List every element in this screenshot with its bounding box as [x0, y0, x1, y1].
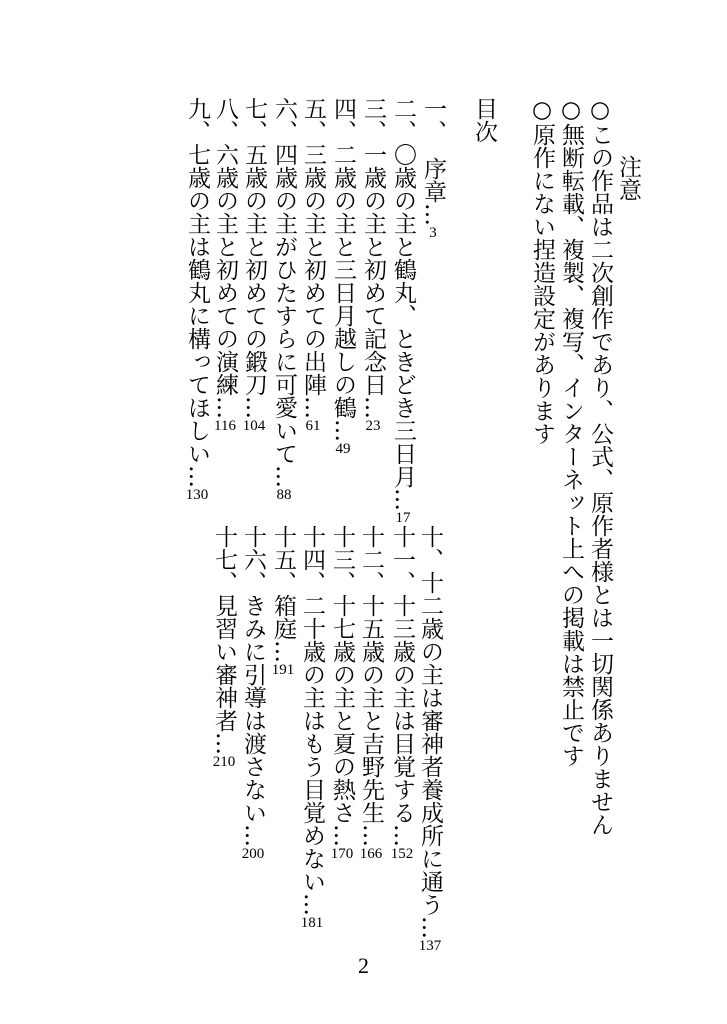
toc-entry [331, 97, 354, 457]
toc-entry-page: 170 [330, 846, 354, 862]
toc-entry-number: 八、 [212, 97, 238, 143]
toc-entry-number: 六、 [271, 97, 297, 143]
toc-entry [271, 525, 294, 678]
toc-entry-title: 十五歳の主と吉野先生… [358, 594, 384, 847]
toc-entry-page: 88 [276, 487, 292, 503]
toc-entry [421, 97, 444, 241]
toc-entry [300, 525, 323, 931]
notice-line-3: ○原作にない捏造設定があります [529, 97, 555, 445]
toc-entry-title: 三歳の主と初めての出陣… [300, 143, 326, 419]
toc-entry-number: 四、 [330, 97, 356, 143]
toc-entry-number: 二、 [390, 97, 416, 143]
toc-entry-title: 十二歳の主は審神者養成所に通う… [417, 571, 443, 939]
toc-entry-page: 191 [271, 662, 295, 678]
toc-entry-number: 十七、 [211, 525, 237, 594]
toc-entry-page: 210 [212, 754, 236, 770]
toc-entry [242, 97, 265, 434]
toc-entry-number: 一、 [420, 97, 446, 143]
toc-entry-title: 箱庭… [270, 594, 296, 663]
toc-entry-title: 六歳の主と初めての演練… [212, 143, 238, 419]
toc-entry-page: 104 [242, 418, 266, 434]
toc-entry-title: 見習い審神者… [211, 594, 237, 755]
toc-entry-page: 61 [305, 418, 321, 434]
toc-entry [301, 97, 324, 434]
notice-line-2: ○無断転載、複製、複写、インターネット上への掲載は禁止です [558, 97, 584, 767]
toc-entry-number: 十四、 [299, 525, 325, 594]
toc-entry-title: 序章… [420, 157, 446, 226]
toc-entry-number: 七、 [241, 97, 267, 143]
toc-entry-page: 3 [429, 225, 437, 241]
toc-title: 目次 [471, 97, 497, 143]
notice-title: 注意 [615, 155, 641, 201]
toc-entry-page: 17 [395, 510, 411, 526]
toc-entry [418, 525, 441, 954]
toc-entry-page: 137 [418, 938, 442, 954]
toc-entry-title: 二十歳の主はもう目覚めない… [299, 594, 325, 916]
toc-entry-number: 十二、 [358, 525, 384, 594]
toc-entry-page: 166 [359, 846, 383, 862]
notice-line-1: ○この作品は二次創作であり、公式、原作者様とは一切関係ありません [587, 97, 613, 836]
toc-entry-number: 十五、 [270, 525, 296, 594]
toc-entry [361, 97, 384, 434]
toc-entry [391, 97, 414, 526]
toc-entry-title: 四歳の主がひたすらに可愛いて… [271, 143, 297, 488]
page-number: 2 [358, 953, 369, 978]
toc-entry-title: 一歳の主と初めて記念日… [360, 143, 386, 419]
toc-entry-title: 〇歳の主と鶴丸、ときどき三日月… [390, 143, 416, 511]
toc-entry-page: 23 [365, 418, 381, 434]
toc-entry [241, 525, 264, 862]
toc-entry-title: 二歳の主と三日月越しの鶴… [330, 143, 356, 442]
toc-entry-page: 152 [390, 846, 414, 862]
toc-entry-title: 十三歳の主は目覚する… [389, 594, 415, 847]
toc-entry-title: 五歳の主と初めての鍛刀… [241, 143, 267, 419]
toc-entry [390, 525, 413, 862]
toc-entry-title: きみに引導は渡さない… [240, 594, 266, 847]
toc-entry-number: 十一、 [389, 525, 415, 594]
toc-entry-number: 十六、 [240, 525, 266, 594]
toc-entry-page: 130 [185, 487, 209, 503]
toc-entry [330, 525, 353, 862]
toc-entry-number: 十三、 [329, 525, 355, 594]
toc-entry-page: 200 [241, 846, 265, 862]
toc-entry-page: 49 [335, 441, 351, 457]
toc-entry-title: 七歳の主は鶴丸に構ってほしい… [184, 143, 210, 488]
toc-entry-number: 五、 [300, 97, 326, 143]
toc-entry-page: 116 [214, 418, 236, 434]
toc-entry [272, 97, 295, 503]
toc-entry [212, 525, 235, 770]
toc-entry-number: 三、 [360, 97, 386, 143]
toc-entry [359, 525, 382, 862]
toc-entry-number: 十、 [417, 525, 443, 571]
toc-entry-number: 九、 [184, 97, 210, 143]
toc-entry [213, 97, 236, 434]
toc-entry-title: 十七歳の主と夏の熱さ… [329, 594, 355, 847]
toc-entry-page: 181 [300, 915, 324, 931]
toc-entry [185, 97, 208, 503]
